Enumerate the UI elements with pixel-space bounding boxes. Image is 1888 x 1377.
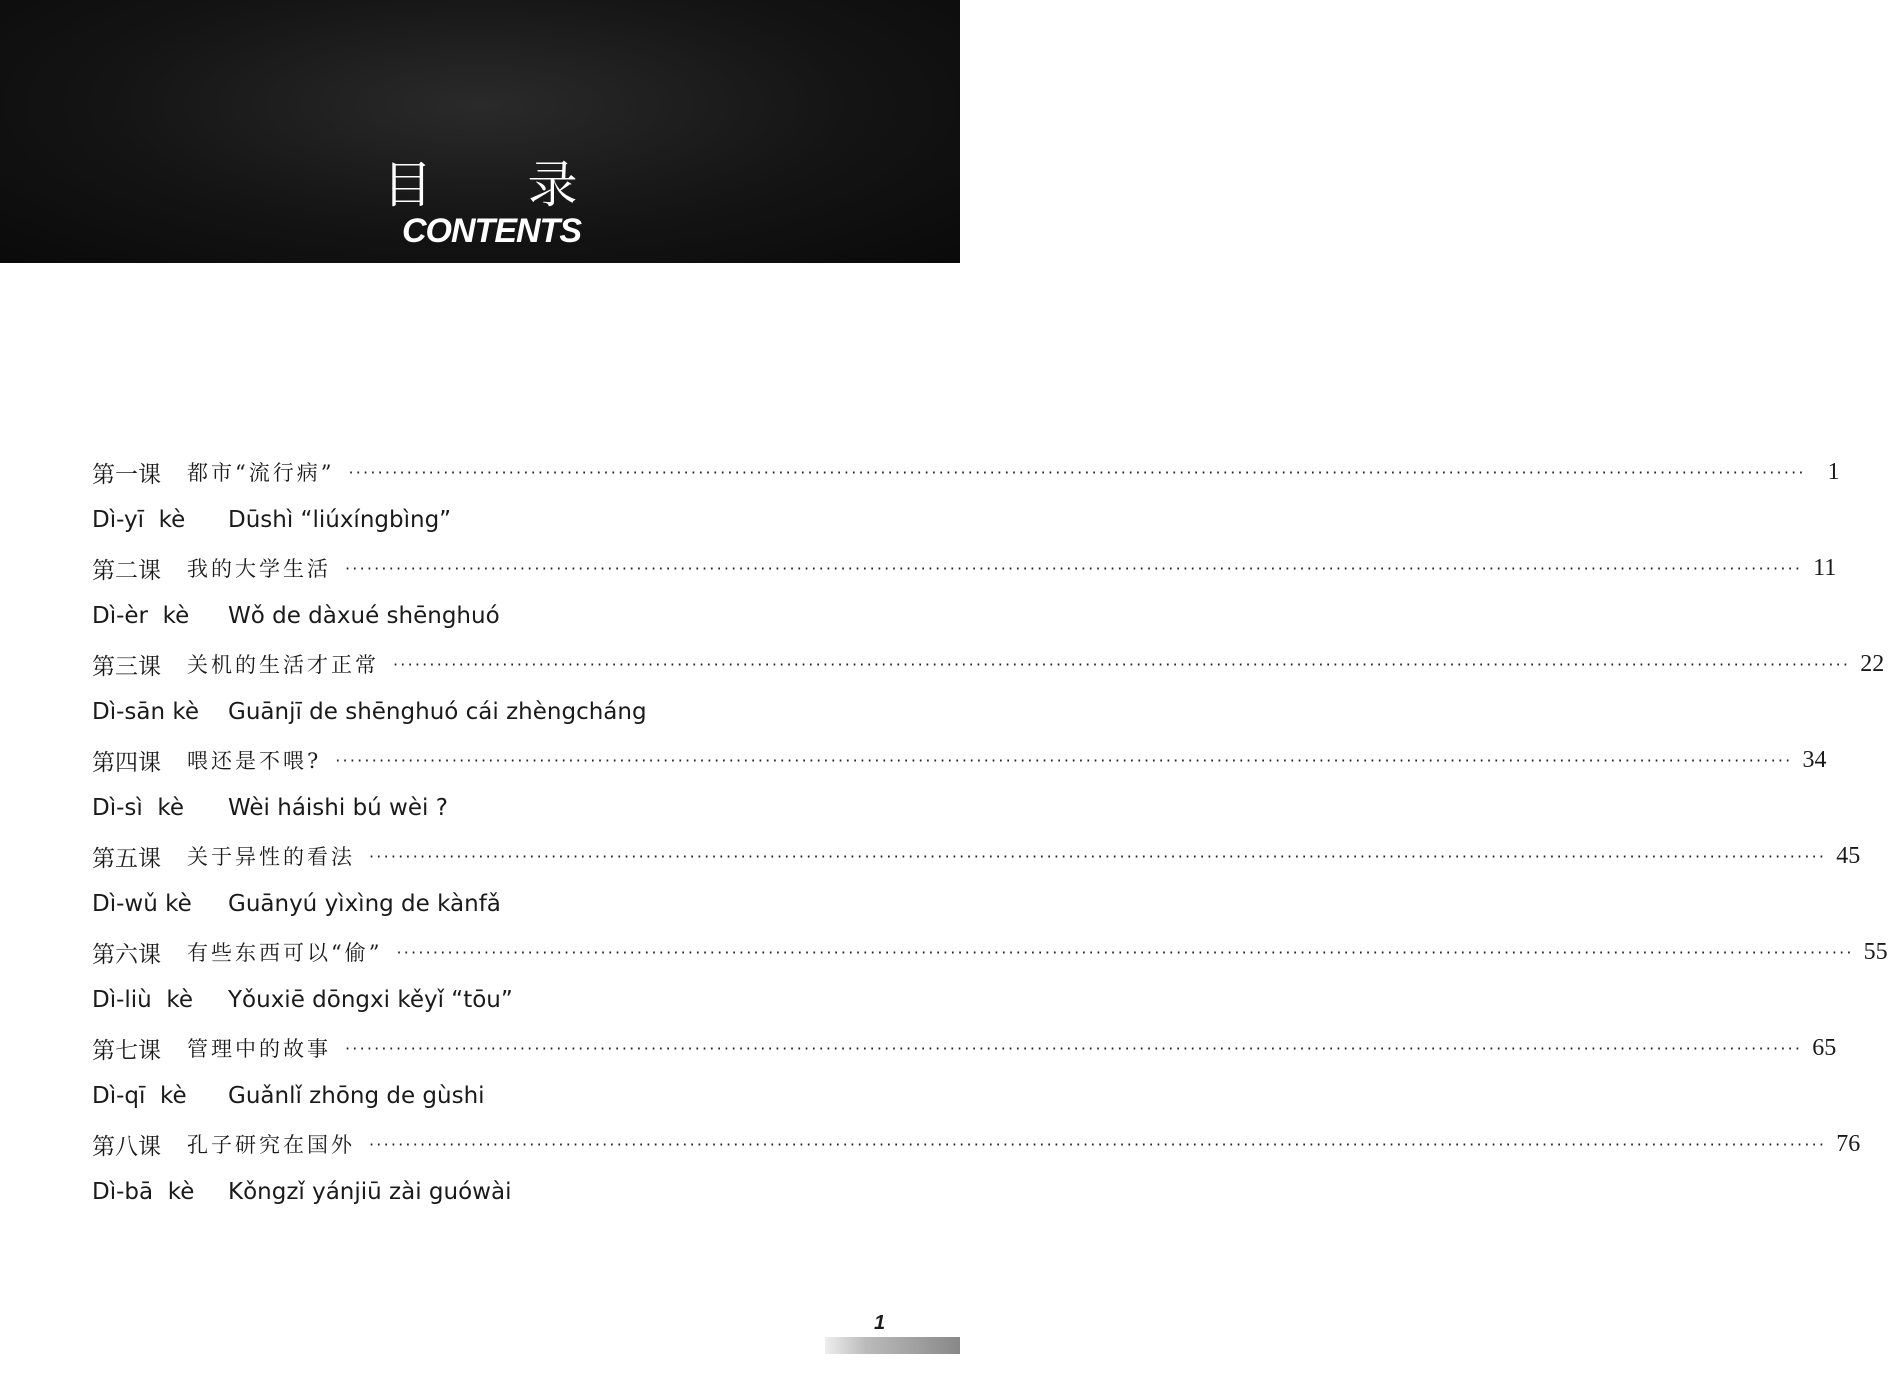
- toc-entry-pinyin: [92, 592, 887, 640]
- lesson-number-char: 课: [138, 749, 161, 776]
- lesson-number: [92, 648, 187, 681]
- lesson-number-char: 课: [138, 941, 161, 968]
- lesson-number-char: 三: [115, 653, 138, 680]
- toc-entry-pinyin: [92, 1168, 887, 1216]
- lesson-page: 34: [1802, 746, 1827, 773]
- lesson-number-char: 第: [92, 845, 115, 872]
- lesson-number-char: 第: [92, 1133, 115, 1160]
- lesson-number-char: 四: [115, 749, 138, 776]
- lesson-page: 22: [1860, 650, 1885, 677]
- lesson-number: [92, 1032, 187, 1065]
- lesson-page: 1: [1827, 458, 1840, 485]
- toc-entry[interactable]: [92, 928, 1888, 976]
- toc-entry-pinyin: [92, 1072, 887, 1120]
- lesson-number-char: 课: [138, 845, 161, 872]
- toc-entry-pinyin: [92, 688, 887, 736]
- lesson-title-pinyin: Kǒngzǐ yánjiū zài guówài: [228, 1179, 512, 1205]
- lesson-title-pinyin: Guǎnlǐ zhōng de gùshi: [228, 1083, 485, 1109]
- lesson-page: 76: [1836, 1130, 1861, 1157]
- toc-entry[interactable]: [92, 640, 1885, 688]
- lesson-number-char: 第: [92, 557, 115, 584]
- lesson-number: [92, 744, 187, 777]
- toc-entry[interactable]: [92, 1024, 1837, 1072]
- dot-leader: ········································································································································································································: [335, 750, 1793, 770]
- lesson-title: 关于异性的看法: [187, 845, 355, 869]
- dot-leader: ········································································································································································································: [393, 654, 1851, 674]
- lesson-number-pinyin: Dì-qī kè: [92, 1083, 187, 1109]
- page-number: 1: [874, 1312, 886, 1334]
- lesson-title-pinyin: Wǒ de dàxué shēnghuó: [228, 603, 500, 629]
- lesson-number-char: 第: [92, 941, 115, 968]
- lesson-number: [92, 1128, 187, 1161]
- lesson-number-char: 课: [138, 653, 161, 680]
- contents-header-band: [0, 0, 960, 263]
- toc-entry-pinyin: [92, 976, 887, 1024]
- dot-leader: ········································································································································································································: [369, 846, 1827, 866]
- title-chinese: 目录: [382, 156, 673, 214]
- lesson-number-pinyin: Dì-sān kè: [92, 699, 200, 725]
- lesson-number-char: 五: [115, 845, 138, 872]
- lesson-number-char: 第: [92, 749, 115, 776]
- lesson-title: 喂还是不喂?: [187, 749, 322, 773]
- dot-leader: ········································································································································································································: [369, 1134, 1827, 1154]
- toc-entry[interactable]: [92, 736, 1827, 784]
- lesson-number-pinyin: Dì-liù kè: [92, 987, 194, 1013]
- lesson-number-char: 六: [115, 941, 138, 968]
- lesson-title: 关机的生活才正常: [187, 653, 379, 677]
- lesson-number-pinyin: Dì-yī kè: [92, 507, 186, 533]
- table-of-contents: [92, 448, 1888, 1216]
- lesson-number-char: 课: [138, 557, 161, 584]
- lesson-title-pinyin: Yǒuxiē dōngxi kěyǐ “tōu”: [228, 987, 513, 1013]
- lesson-number-char: 课: [138, 1037, 161, 1064]
- lesson-number: [92, 936, 187, 969]
- lesson-number-pinyin: Dì-sì kè: [92, 795, 185, 821]
- toc-entry-pinyin: [92, 784, 887, 832]
- lesson-page: 55: [1863, 938, 1888, 965]
- lesson-number-char: 二: [115, 557, 138, 584]
- lesson-number: [92, 552, 187, 585]
- toc-entry-pinyin: [92, 880, 887, 928]
- lesson-title-pinyin: Guānjī de shēnghuó cái zhèngcháng: [228, 699, 647, 725]
- lesson-number-char: 八: [115, 1133, 138, 1160]
- lesson-title: 管理中的故事: [187, 1037, 331, 1061]
- lesson-title: 我的大学生活: [187, 557, 331, 581]
- lesson-page: 45: [1836, 842, 1861, 869]
- lesson-number-char: 第: [92, 653, 115, 680]
- lesson-number-char: 第: [92, 1037, 115, 1064]
- dot-leader: ········································································································································································································: [345, 1038, 1803, 1058]
- lesson-number: [92, 456, 187, 489]
- lesson-number-char: 七: [115, 1037, 138, 1064]
- footer-gradient-bar: [825, 1337, 960, 1354]
- title-english: CONTENTS: [402, 212, 581, 250]
- lesson-number-char: 一: [115, 461, 138, 488]
- lesson-title-pinyin: Dūshì “liúxíngbìng”: [228, 507, 452, 533]
- lesson-page: 11: [1813, 554, 1837, 581]
- lesson-page: 65: [1812, 1034, 1837, 1061]
- lesson-title: 都市“流行病”: [187, 461, 335, 485]
- dot-leader: ········································································································································································································: [348, 462, 1806, 482]
- lesson-number-pinyin: Dì-bā kè: [92, 1179, 195, 1205]
- dot-leader: ········································································································································································································: [396, 942, 1854, 962]
- dot-leader: ········································································································································································································: [345, 558, 1803, 578]
- lesson-number-char: 第: [92, 461, 115, 488]
- lesson-number-char: 课: [138, 1133, 161, 1160]
- lesson-number: [92, 840, 187, 873]
- lesson-number-pinyin: Dì-wǔ kè: [92, 891, 192, 917]
- toc-entry[interactable]: [92, 544, 1837, 592]
- lesson-number-char: 课: [138, 461, 161, 488]
- lesson-number-pinyin: Dì-èr kè: [92, 603, 190, 629]
- toc-entry[interactable]: [92, 1120, 1861, 1168]
- lesson-title-pinyin: Wèi háishi bú wèi ?: [228, 795, 448, 821]
- toc-entry[interactable]: [92, 832, 1861, 880]
- lesson-title: 有些东西可以“偷”: [187, 941, 383, 965]
- toc-entry[interactable]: [92, 448, 1840, 496]
- lesson-title-pinyin: Guānyú yìxìng de kànfǎ: [228, 891, 501, 917]
- toc-entry-pinyin: [92, 496, 887, 544]
- lesson-title: 孔子研究在国外: [187, 1133, 355, 1157]
